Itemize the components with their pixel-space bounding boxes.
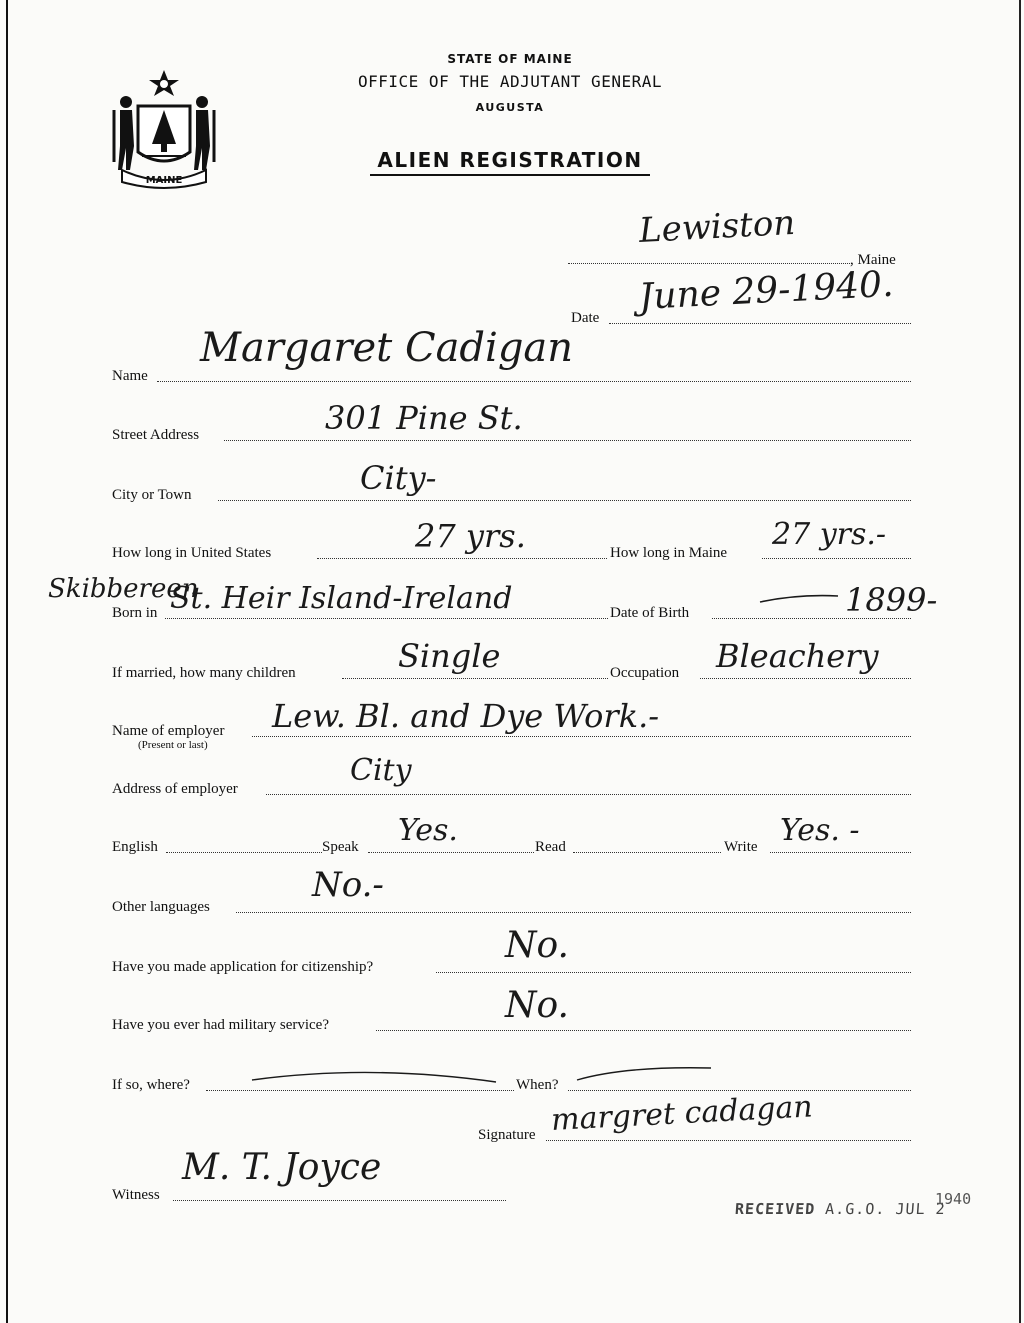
english-line <box>166 852 322 853</box>
header-state: STATE OF MAINE <box>447 52 573 66</box>
military-line <box>376 1030 911 1031</box>
born-line <box>165 618 608 619</box>
dob-dash-stroke <box>758 592 840 606</box>
born-label: Born in <box>112 605 158 621</box>
employer-address-label: Address of employer <box>112 781 238 797</box>
dob-entry: 1899- <box>845 581 938 619</box>
name-line <box>157 381 911 382</box>
born-entry: St. Heir Island-Ireland <box>170 581 513 616</box>
where-line <box>206 1090 514 1091</box>
occupation-label: Occupation <box>610 665 680 681</box>
received-stamp-year: 1940 <box>935 1190 972 1208</box>
maine-suffix: , Maine <box>850 252 896 268</box>
employer-line <box>252 736 911 737</box>
date-entry: June 29-1940. <box>637 263 895 318</box>
employer-address-line <box>266 794 911 795</box>
where-dash-stroke <box>250 1064 500 1086</box>
received-stamp-rest: A.G.O. JUL 2 <box>814 1200 947 1218</box>
maine-line <box>762 558 911 559</box>
military-label: Have you ever had military service? <box>112 1017 329 1033</box>
citizenship-line <box>436 972 911 973</box>
dob-label: Date of Birth <box>610 605 690 621</box>
employer-label: Name of employer <box>112 723 225 739</box>
other-lang-entry: No.- <box>312 865 384 905</box>
maine-label: How long in Maine <box>610 545 728 561</box>
english-label: English <box>112 839 158 855</box>
occupation-line <box>700 678 911 679</box>
children-entry: Single <box>398 637 501 675</box>
city-entry: City- <box>360 459 437 497</box>
employer-entry: Lew. Bl. and Dye Work.- <box>272 697 660 735</box>
citizenship-entry: No. <box>505 925 569 966</box>
married-label: If married, how many children <box>112 665 296 681</box>
svg-text:MAINE: MAINE <box>145 175 183 186</box>
title-underline <box>370 174 650 176</box>
scan-edge-left <box>6 0 8 1323</box>
town-line <box>568 263 852 264</box>
us-line <box>317 558 607 559</box>
when-label: When? <box>516 1077 559 1093</box>
when-line <box>568 1090 911 1091</box>
other-lang-line <box>236 912 911 913</box>
occupation-entry: Bleachery <box>716 637 879 675</box>
military-entry: No. <box>505 985 569 1026</box>
date-label: Date <box>571 310 600 326</box>
born-margin-entry: Skibbereen <box>48 574 199 604</box>
employer-sublabel: (Present or last) <box>138 739 208 751</box>
received-stamp-word: RECEIVED <box>734 1200 816 1218</box>
us-label: How long in United States <box>112 545 272 561</box>
signature-label: Signature <box>478 1127 536 1143</box>
name-label: Name <box>112 368 148 384</box>
city-line <box>218 500 911 501</box>
read-label: Read <box>535 839 566 855</box>
speak-label: Speak <box>322 839 359 855</box>
us-entry: 27 yrs. <box>415 517 526 555</box>
street-label: Street Address <box>112 427 200 443</box>
maine-entry: 27 yrs.- <box>772 517 887 552</box>
witness-line <box>173 1200 506 1201</box>
when-dash-stroke <box>575 1062 715 1086</box>
married-line <box>342 678 608 679</box>
scan-edge-right <box>1019 0 1021 1323</box>
city-label: City or Town <box>112 487 192 503</box>
maine-seal-icon <box>108 66 220 190</box>
citizenship-label: Have you made application for citizenship? <box>112 959 374 975</box>
form-title: ALIEN REGISTRATION <box>377 148 643 172</box>
date-line <box>609 323 911 324</box>
speak-line <box>368 852 534 853</box>
street-line <box>224 440 911 441</box>
town-entry: Lewiston <box>638 202 797 251</box>
header-office: OFFICE OF THE ADJUTANT GENERAL <box>358 72 662 91</box>
write-line <box>770 852 911 853</box>
signature-line <box>546 1140 911 1141</box>
write-label: Write <box>724 839 758 855</box>
witness-label: Witness <box>112 1187 160 1203</box>
name-entry: Margaret Cadigan <box>200 325 574 371</box>
header-city: AUGUSTA <box>475 101 545 114</box>
write-entry: Yes. - <box>780 813 860 848</box>
employer-address-entry: City <box>350 753 412 788</box>
speak-entry: Yes. <box>398 813 458 848</box>
other-lang-label: Other languages <box>112 899 210 915</box>
received-stamp <box>734 1200 946 1218</box>
witness-entry: M. T. Joyce <box>182 1147 382 1188</box>
where-label: If so, where? <box>112 1077 190 1093</box>
signature-entry: margret cadagan <box>550 1089 814 1138</box>
read-line <box>573 852 721 853</box>
street-entry: 301 Pine St. <box>325 399 523 437</box>
